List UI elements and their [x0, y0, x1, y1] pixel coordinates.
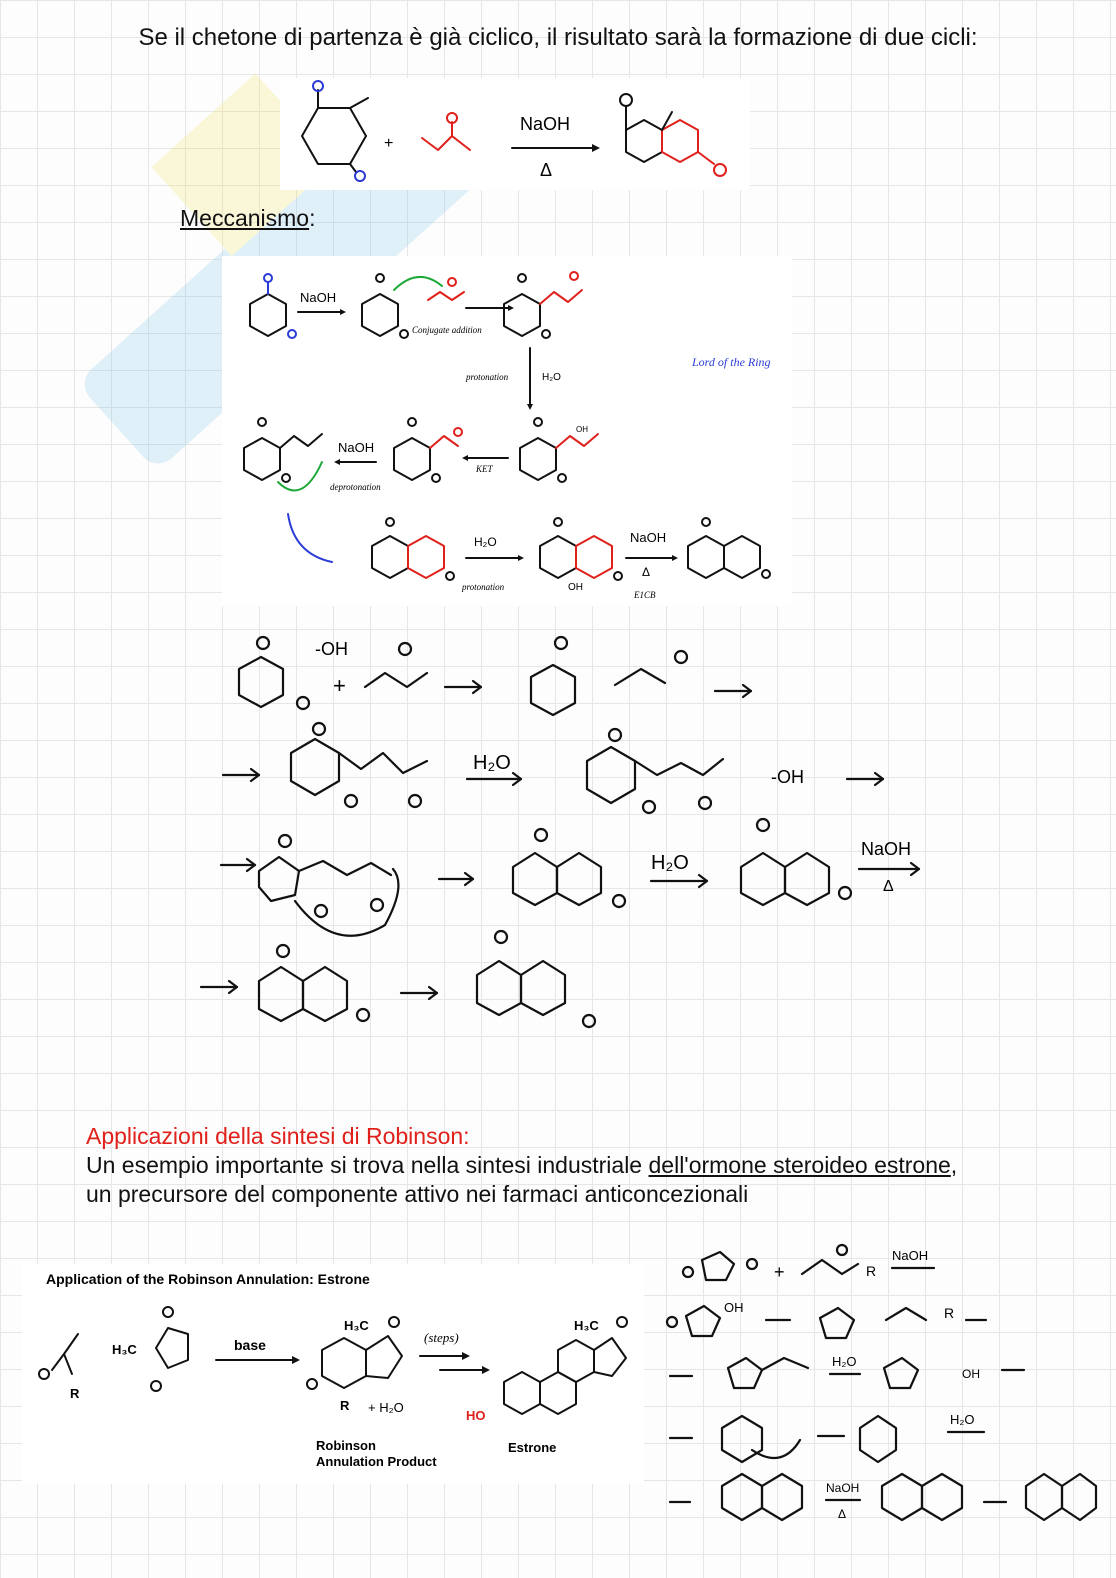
reaction-1-scheme [280, 78, 750, 190]
svg-text:+: + [333, 673, 346, 698]
mechanism-scheme [222, 256, 792, 606]
applications-line-1: Un esempio importante si trova nella sintesi industriale dell'ormone steroideo estrone, [86, 1152, 958, 1178]
svg-text:Δ: Δ [540, 160, 553, 180]
svg-text:R: R [340, 1398, 350, 1413]
svg-text:NaOH: NaOH [861, 839, 912, 859]
page-heading: Se il chetone di partenza è già ciclico, il risultato sarà la formazione di due cicli: [138, 24, 978, 51]
svg-text:OH: OH [568, 582, 583, 593]
svg-text:NaOH: NaOH [300, 290, 337, 305]
svg-text:NaOH: NaOH [520, 114, 571, 134]
svg-text:E1CB: E1CB [634, 590, 656, 600]
svg-text:H₂O: H₂O [832, 1354, 857, 1369]
svg-text:-OH: -OH [315, 639, 348, 659]
applications-line-2: un precursore del componente attivo nei farmaci anticoncezionali [86, 1181, 749, 1207]
svg-text:Estrone: Estrone [508, 1440, 557, 1455]
svg-text:-OH: -OH [771, 767, 804, 787]
svg-text:OH: OH [576, 425, 588, 434]
applications-title: Applicazioni della sintesi di Robinson: [86, 1123, 470, 1149]
svg-text:Δ: Δ [642, 565, 651, 579]
svg-text:Annulation Product: Annulation Product [316, 1454, 437, 1469]
svg-text:deprotonation: deprotonation [330, 482, 381, 492]
svg-text:Application of the Robinson An: Application of the Robinson Annulation: Estrone [46, 1271, 370, 1287]
svg-text:OH: OH [724, 1300, 744, 1315]
svg-text:H₃C: H₃C [344, 1318, 369, 1333]
svg-text:Lord of the Ring: Lord of the Ring [692, 355, 771, 369]
svg-text:R: R [866, 1263, 877, 1279]
svg-text:+: + [384, 135, 394, 152]
svg-text:H₃C: H₃C [112, 1342, 137, 1357]
svg-text:NaOH: NaOH [826, 1481, 860, 1495]
svg-text:Robinson: Robinson [316, 1438, 376, 1453]
meccanismo-label: Meccanismo: [180, 205, 316, 231]
svg-text:(steps): (steps) [424, 1330, 459, 1345]
svg-text:H₂O: H₂O [651, 852, 689, 874]
svg-text:NaOH: NaOH [630, 530, 667, 545]
svg-text:H₂O: H₂O [542, 372, 561, 383]
svg-text:R: R [944, 1305, 955, 1321]
svg-text:protonation: protonation [466, 372, 509, 382]
svg-text:OH: OH [962, 1367, 980, 1381]
svg-text:+ H₂O: + H₂O [368, 1400, 404, 1415]
svg-text:NaOH: NaOH [338, 440, 375, 455]
svg-text:Δ: Δ [883, 878, 894, 895]
svg-text:H₃C: H₃C [574, 1318, 599, 1333]
svg-text:HO: HO [466, 1408, 486, 1423]
svg-text:H₂O: H₂O [474, 535, 497, 549]
svg-text:H₂O: H₂O [473, 752, 511, 774]
svg-text:base: base [234, 1337, 266, 1353]
svg-text:protonation: protonation [462, 582, 505, 592]
svg-text:Δ: Δ [838, 1507, 847, 1521]
svg-text:KET: KET [476, 464, 493, 474]
svg-text:Conjugate addition: Conjugate addition [412, 325, 482, 335]
svg-text:H₂O: H₂O [950, 1412, 975, 1427]
svg-text:NaOH: NaOH [892, 1248, 929, 1263]
handwritten-mechanism [195, 625, 935, 1055]
estrone-scheme [22, 1264, 644, 1484]
svg-text:R: R [70, 1386, 80, 1401]
right-handwritten-notes [662, 1240, 1102, 1530]
estrone-underline: dell'ormone steroideo estrone [648, 1152, 951, 1178]
svg-text:+: + [774, 1262, 785, 1282]
